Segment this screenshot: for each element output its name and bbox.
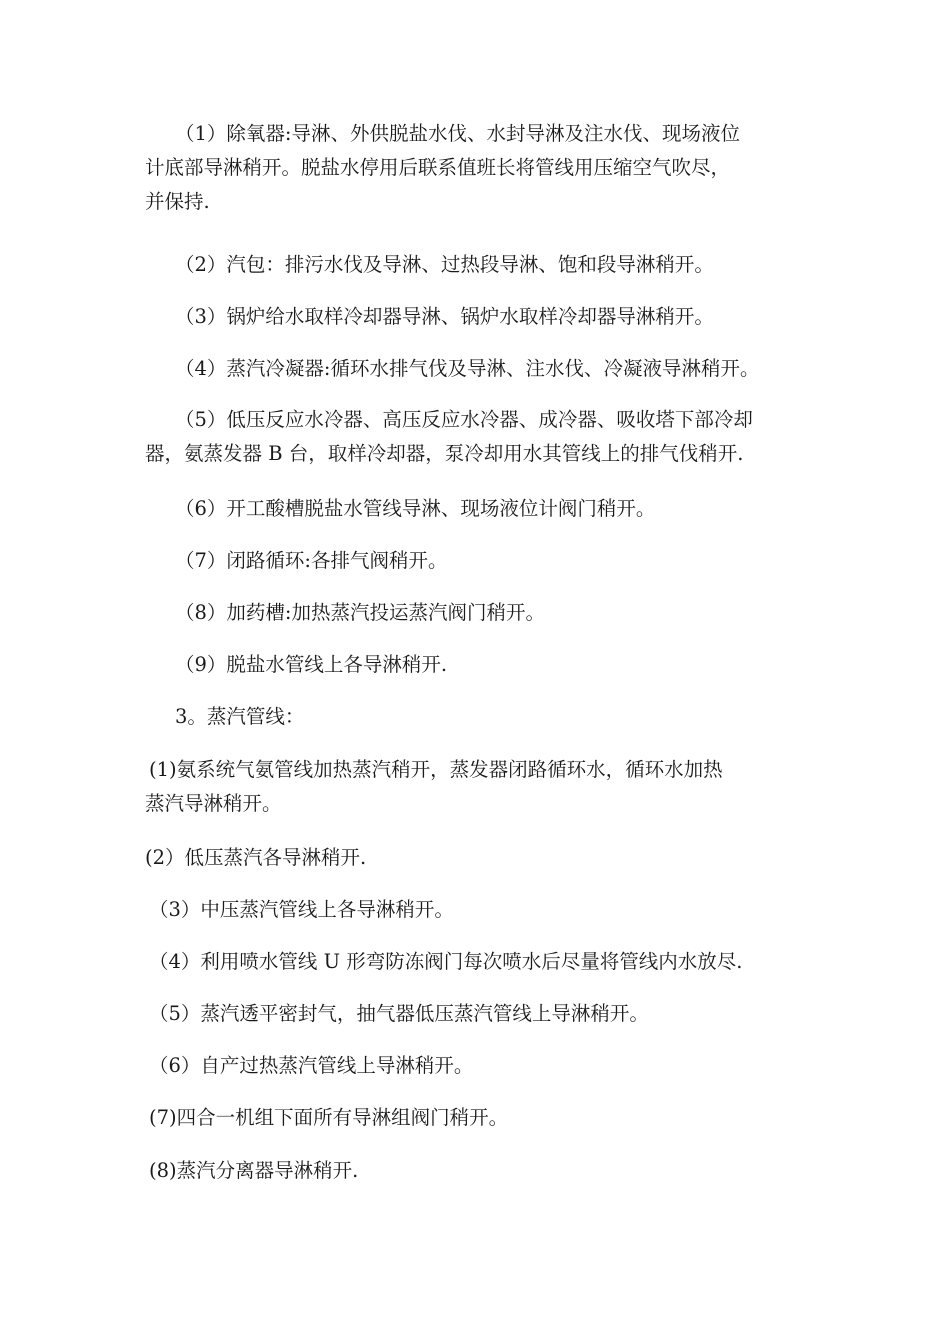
section-heading-steam-lines <box>145 700 825 734</box>
paragraph-line: 蒸汽导淋稍开。 <box>145 792 282 815</box>
paragraph-boiler-sampling <box>145 300 825 334</box>
section-heading: 3。蒸汽管线： <box>175 705 305 728</box>
paragraph-closed-loop <box>145 544 825 578</box>
paragraph-steam-5 <box>145 997 825 1031</box>
paragraph-line: （7）闭路循环:各排气阀稍开。 <box>175 549 448 572</box>
paragraph-line: （8）加药槽:加热蒸汽投运蒸汽阀门稍开。 <box>175 601 545 624</box>
paragraph-line: 计底部导淋稍开。脱盐水停用后联系值班长将管线用压缩空气吹尽， <box>145 156 731 179</box>
paragraph-steam-8 <box>145 1154 825 1188</box>
paragraph-line: （6）开工酸槽脱盐水管线导淋、现场液位计阀门稍开。 <box>175 497 656 520</box>
paragraph-line: 并保持. <box>145 190 210 213</box>
paragraph-acid-tank <box>145 492 825 526</box>
paragraph-line: （6）自产过热蒸汽管线上导淋稍开。 <box>149 1054 474 1077</box>
paragraph-steam-2 <box>145 841 825 875</box>
paragraph-steam-6 <box>145 1049 825 1083</box>
paragraph-steam-7 <box>145 1101 825 1135</box>
paragraph-demin-water <box>145 648 825 682</box>
paragraph-line: （4）利用喷水管线 U 形弯防冻阀门每次喷水后尽量将管线内水放尽. <box>149 950 743 973</box>
paragraph-dosing-tank <box>145 596 825 630</box>
paragraph-line: (7)四合一机组下面所有导淋组阀门稍开。 <box>149 1106 509 1129</box>
paragraph-line: （4）蒸汽冷凝器:循环水排气伐及导淋、注水伐、冷凝液导淋稍开。 <box>175 357 760 380</box>
paragraph-deaerator <box>145 117 825 219</box>
paragraph-steam-3 <box>145 893 825 927</box>
paragraph-line: （2）汽包：排污水伐及导淋、过热段导淋、饱和段导淋稍开。 <box>175 253 714 276</box>
paragraph-line: （9）脱盐水管线上各导淋稍开. <box>175 653 448 676</box>
paragraph-line: （5）低压反应水冷器、高压反应水冷器、成冷器、吸收塔下部冷却 <box>175 408 753 431</box>
paragraph-line: (1)氨系统气氨管线加热蒸汽稍开，蒸发器闭路循环水，循环水加热 <box>149 758 723 781</box>
paragraph-drum <box>145 248 825 282</box>
paragraph-line: （3）中压蒸汽管线上各导淋稍开。 <box>149 898 454 921</box>
paragraph-coolers <box>145 403 825 471</box>
paragraph-line: (2）低压蒸汽各导淋稍开. <box>145 846 367 869</box>
paragraph-line: 器，氨蒸发器 B 台，取样冷却器，泵冷却用水其管线上的排气伐稍开. <box>145 442 744 465</box>
paragraph-line: （1）除氧器:导淋、外供脱盐水伐、水封导淋及注水伐、现场液位 <box>175 122 740 145</box>
paragraph-line: （5）蒸汽透平密封气，抽气器低压蒸汽管线上导淋稍开。 <box>149 1002 649 1025</box>
paragraph-line: (8)蒸汽分离器导淋稍开. <box>149 1159 359 1182</box>
paragraph-steam-condenser <box>145 352 825 386</box>
paragraph-steam-1 <box>145 753 825 821</box>
paragraph-steam-4 <box>145 945 825 979</box>
paragraph-line: （3）锅炉给水取样冷却器导淋、锅炉水取样冷却器导淋稍开。 <box>175 305 714 328</box>
